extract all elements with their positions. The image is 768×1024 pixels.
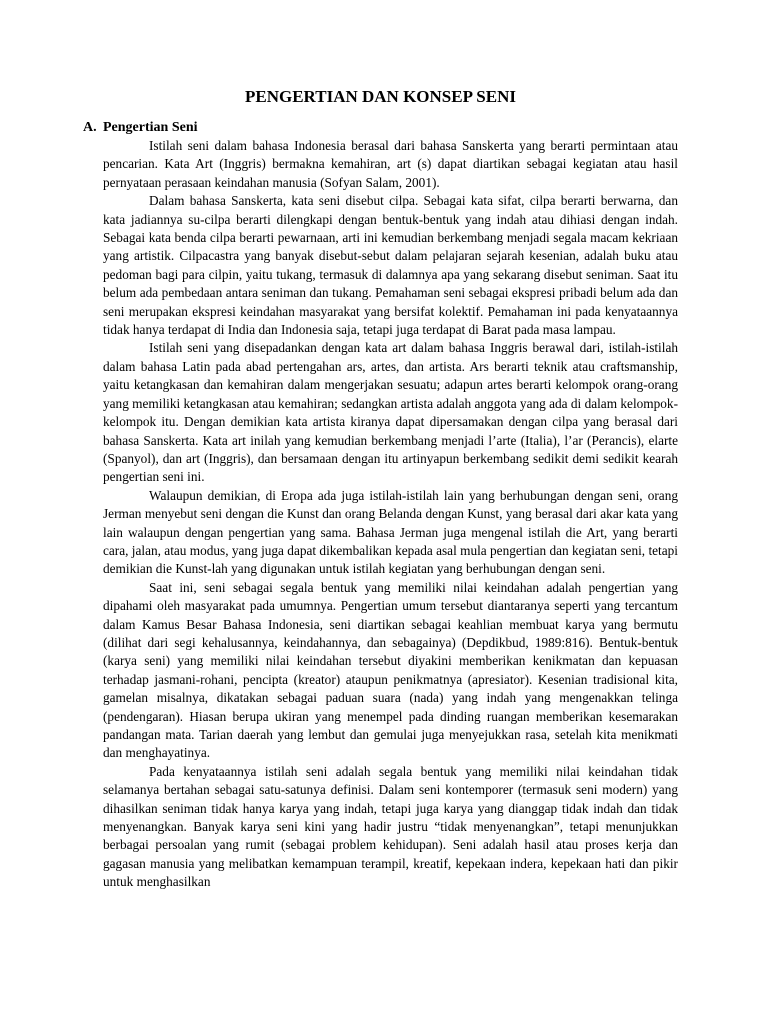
paragraph: Istilah seni yang disepadankan dengan kata art dalam bahasa Inggris berawal dari, istilah-istilah dalam bahasa Latin pada abad pertengahan ars, artes, dan artista. Ars berarti teknik atau craftsmanship, yaitu ketangkasan dan kemahiran dalam mengerjakan sesuatu; adapun artes berarti kelompok orang-orang yang memiliki ketangkasan atau kemahiran; sedangkan artista adalah anggota yang ada di dalam kelompok-kelompok itu. Dengan demikian kata artista kiranya dapat dipersamakan dengan cilpa yang berasal dari bahasa Sanskerta. Kata art inilah yang kemudian berkembang menjadi l’arte (Italia), l’ar (Perancis), elarte (Spanyol), dan art (Inggris), dan bersamaan dengan itu artinyapun berkembang sedikit demi sedikit kearah pengertian seni ini.: [103, 340, 678, 485]
section-heading: [83, 119, 678, 137]
paragraph: Pada kenyataannya istilah seni adalah segala bentuk yang memiliki nilai keindahan tidak selamanya bertahan sebagai satu-satunya definisi. Dalam seni kontemporer (termasuk seni modern) yang dihasilkan seniman tidak hanya karya yang indah, tetapi juga karya yang dianggap tidak indah dan tidak menyenangkan. Banyak karya seni kini yang hadir justru “tidak menyenangkan”, tetapi menunjukkan berbagai persoalan yang rumit (sebagai problem kehidupan). Seni adalah hasil atau proses kerja dan gagasan manusia yang melibatkan kemampuan terampil, kreatif, kepekaan indera, kepekaan hati dan pikir untuk menghasilkan: [103, 763, 678, 890]
paragraph: Istilah seni dalam bahasa Indonesia berasal dari bahasa Sanskerta yang berarti permintaan atau pencarian. Kata Art (Inggris) bermakna kemahiran, art (s) dapat diartikan sebagai kegiatan atau hasil pernyataan perasaan keindahan manusia (Sofyan Salam, 2001).: [103, 138, 678, 190]
paragraph: Dalam bahasa Sanskerta, kata seni disebut cilpa. Sebagai kata sifat, cilpa berarti berwarna, dan kata jadiannya su-cilpa berarti dilengkapi dengan bentuk-bentuk yang indah atau dihiasi dengan indah. Sebagai kata benda cilpa berarti pewarnaan, arti ini kemudian berkembang menjadi segala macam kekriaan yang artistik. Cilpacastra yang banyak disebut-sebut dalam pelajaran sejarah kesenian, adalah buku atau pedoman bagi para cilpin, yaitu tukang, termasuk di dalamnya apa yang sekarang disebut seniman. Saat itu belum ada pembedaan antara seniman dan tukang. Pemahaman seni sebagai ekspresi pribadi belum ada dan seni merupakan ekspresi keindahan masyarakat yang bersifat kolektif. Pemahaman ini pada kenyataannya tidak hanya terdapat di India dan Indonesia saja, tetapi juga terdapat di Barat pada masa lampau.: [103, 193, 678, 338]
section-number: A.: [83, 120, 97, 135]
paragraph: Saat ini, seni sebagai segala bentuk yang memiliki nilai keindahan adalah pengertian yang dipahami oleh masyarakat pada umumnya. Pengertian umum tersebut diantaranya seperti yang tercantum dalam Kamus Besar Bahasa Indonesia, seni diartikan sebagai keahlian membuat karya yang bermutu (dilihat dari segi kehalusannya, keindahannya, dan sebagainya) (Depdikbud, 1989:816). Bentuk-bentuk (karya seni) yang memiliki nilai keindahan tersebut diyakini memberikan kenikmatan dan kepuasan terhadap jasmani-rohani, pencipta (kreator) ataupun penikmatnya (apresiator). Kesenian tradisional kita, gamelan misalnya, dikatakan sebagai paduan suara (nada) yang indah yang mengenakkan telinga (pendengaran). Hiasan berupa ukiran yang menempel pada dinding ruangan memberikan kesemarakan pandangan mata. Tarian daerah yang lembut dan gemulai juga menyejukkan rasa, setelah kita menikmati dan menghayatinya.: [103, 579, 678, 761]
page-title: PENGERTIAN DAN KONSEP SENI: [245, 87, 516, 106]
section-title: Pengertian Seni: [103, 120, 198, 135]
paragraph: Walaupun demikian, di Eropa ada juga istilah-istilah lain yang berhubungan dengan seni, orang Jerman menyebut seni dengan die Kunst dan orang Belanda dengan Kunst, yang berasal dari akar kata yang lain walaupun dengan pengertian yang sama. Bahasa Jerman juga mengenal istilah die Art, yang berarti cara, jalan, atau modus, yang juga dapat dikembalikan kepada asal mula pengertian dan kegiatan seni, tetapi demikian die Kunst-lah yang digunakan untuk istilah kegiatan yang berhubungan dengan seni.: [103, 487, 678, 577]
section-body: [83, 137, 678, 892]
